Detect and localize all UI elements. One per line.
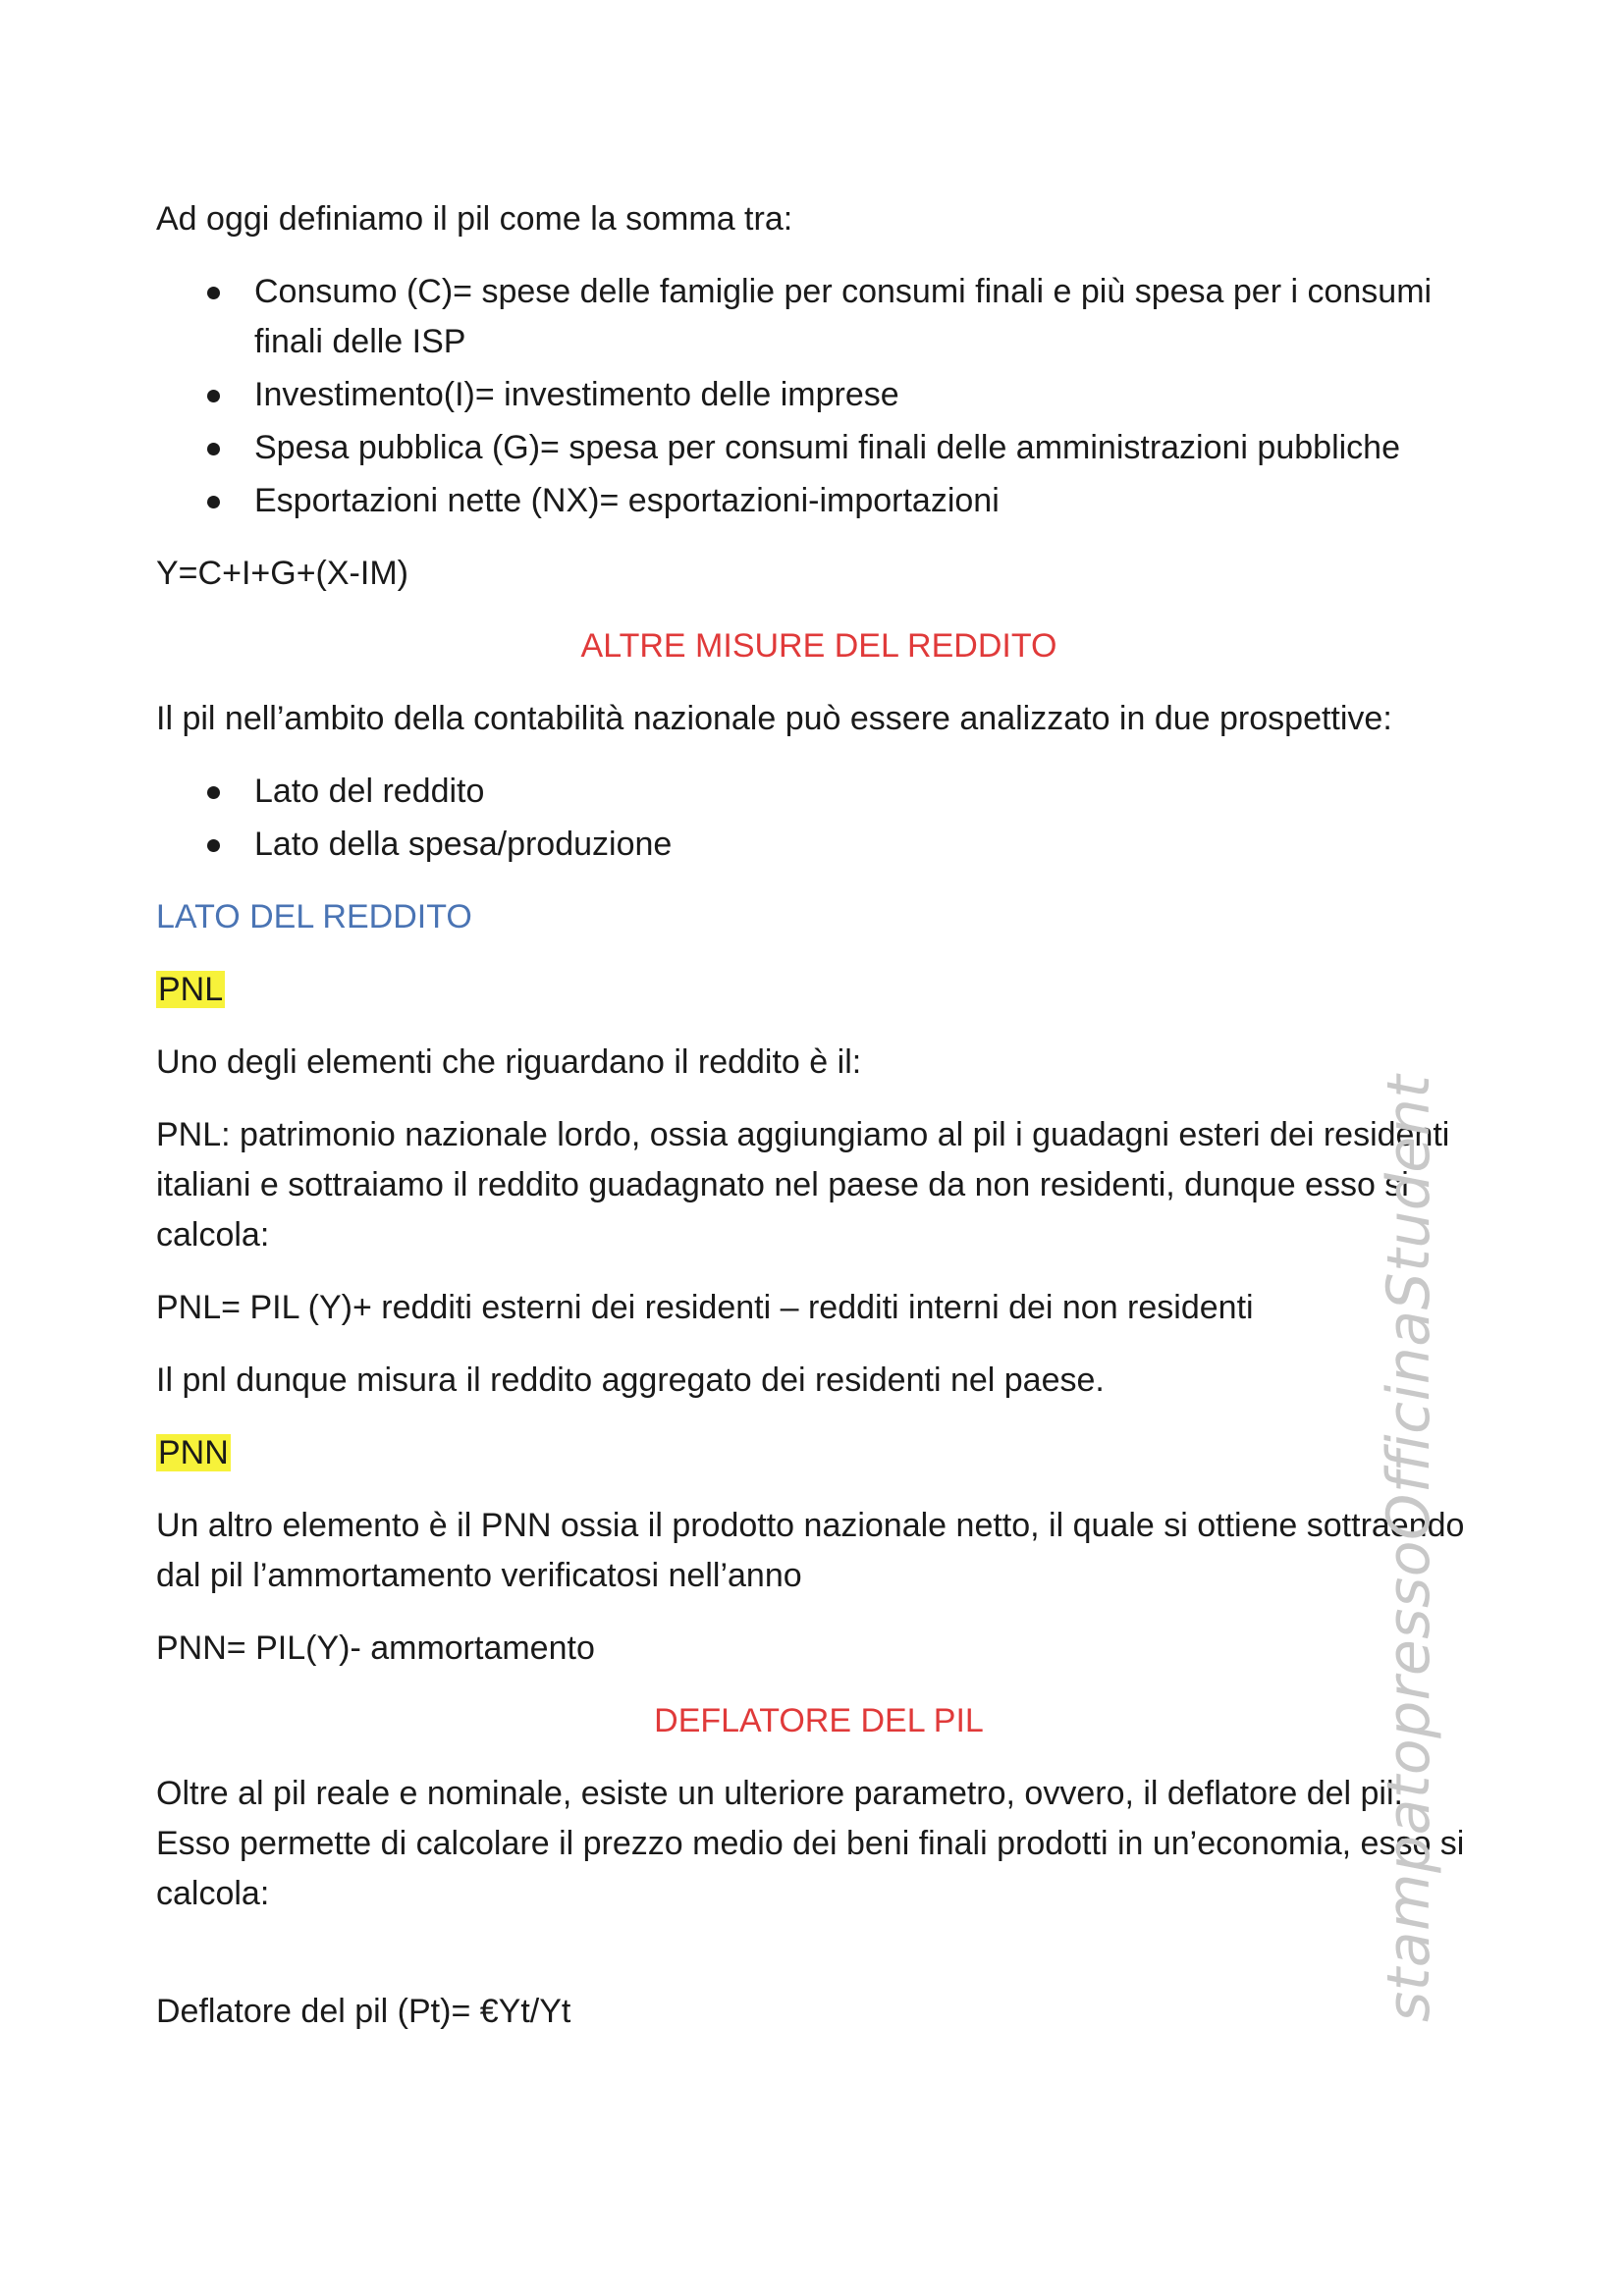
paragraph-pnn: Un altro elemento è il PNN ossia il prodotto nazionale netto, il quale si ottiene sottraendo dal pil l’ammortamento verificatosi nell’anno xyxy=(156,1507,1465,1594)
formula-deflatore: Deflatore del pil (Pt)= €Yt/Yt xyxy=(156,1993,571,2030)
paragraph-pnl-misura: Il pnl dunque misura il reddito aggregato dei residenti nel paese. xyxy=(156,1362,1105,1399)
list-item-text: Lato della spesa/produzione xyxy=(254,826,673,863)
list-item-text: Esportazioni nette (NX)= esportazioni-importazioni xyxy=(254,482,1000,519)
list-item-text: Consumo (C)= spese delle famiglie per consumi finali e più spesa per i consumi finali delle ISP xyxy=(254,273,1433,360)
spacer xyxy=(156,1942,1482,1987)
pnn-label-line xyxy=(156,1428,1482,1478)
bullet-icon xyxy=(207,390,220,402)
pil-components-list xyxy=(156,267,1482,526)
heading-altre-misure: ALTRE MISURE DEL REDDITO xyxy=(580,627,1057,665)
list-item-text: Investimento(I)= investimento delle imprese xyxy=(254,376,899,413)
list-item xyxy=(156,370,1482,420)
list-item xyxy=(156,476,1482,526)
heading-deflatore: DEFLATORE DEL PIL xyxy=(654,1702,984,1739)
formula-pnn: PNN= PIL(Y)- ammortamento xyxy=(156,1629,595,1667)
bullet-icon xyxy=(207,496,220,508)
pnl-highlight-label: PNL xyxy=(158,971,224,1008)
paragraph-pnl-intro: Uno degli elementi che riguardano il reddito è il: xyxy=(156,1043,862,1081)
prospettive-list xyxy=(156,767,1482,870)
list-item xyxy=(156,767,1482,817)
bullet-icon xyxy=(207,786,220,799)
list-item xyxy=(156,820,1482,870)
list-item xyxy=(156,423,1482,473)
paragraph-pnl-definition: PNL: patrimonio nazionale lordo, ossia aggiungiamo al pil i guadagni esteri dei residenti italiani e sottraiamo il reddito guadagnato nel paese da non residenti, dunque esso si calcola: xyxy=(156,1116,1450,1254)
document-body xyxy=(156,194,1482,2059)
watermark-text: stampatopressoOfficinaStudent xyxy=(1375,1074,1443,2022)
bullet-icon xyxy=(207,443,220,455)
formula-y: Y=C+I+G+(X-IM) xyxy=(156,555,408,592)
pnl-label-line xyxy=(156,965,1482,1015)
list-item-text: Lato del reddito xyxy=(254,773,485,810)
list-item-text: Spesa pubblica (G)= spesa per consumi finali delle amministrazioni pubbliche xyxy=(254,429,1400,466)
intro-paragraph: Ad oggi definiamo il pil come la somma tra: xyxy=(156,200,793,238)
heading-lato-reddito: LATO DEL REDDITO xyxy=(156,898,472,935)
bullet-icon xyxy=(207,839,220,852)
pnn-highlight-label: PNN xyxy=(158,1434,229,1471)
paragraph-prospettive: Il pil nell’ambito della contabilità nazionale può essere analizzato in due prospettive: xyxy=(156,700,1392,737)
bullet-icon xyxy=(207,287,220,299)
formula-pnl: PNL= PIL (Y)+ redditi esterni dei residenti – redditi interni dei non residenti xyxy=(156,1289,1254,1326)
paragraph-deflatore: Oltre al pil reale e nominale, esiste un ulteriore parametro, ovvero, il deflatore del pil. Esso permette di calcolare il prezzo medio dei beni finali prodotti in un’economia, esso si calcola: xyxy=(156,1775,1465,1912)
list-item xyxy=(156,267,1482,367)
